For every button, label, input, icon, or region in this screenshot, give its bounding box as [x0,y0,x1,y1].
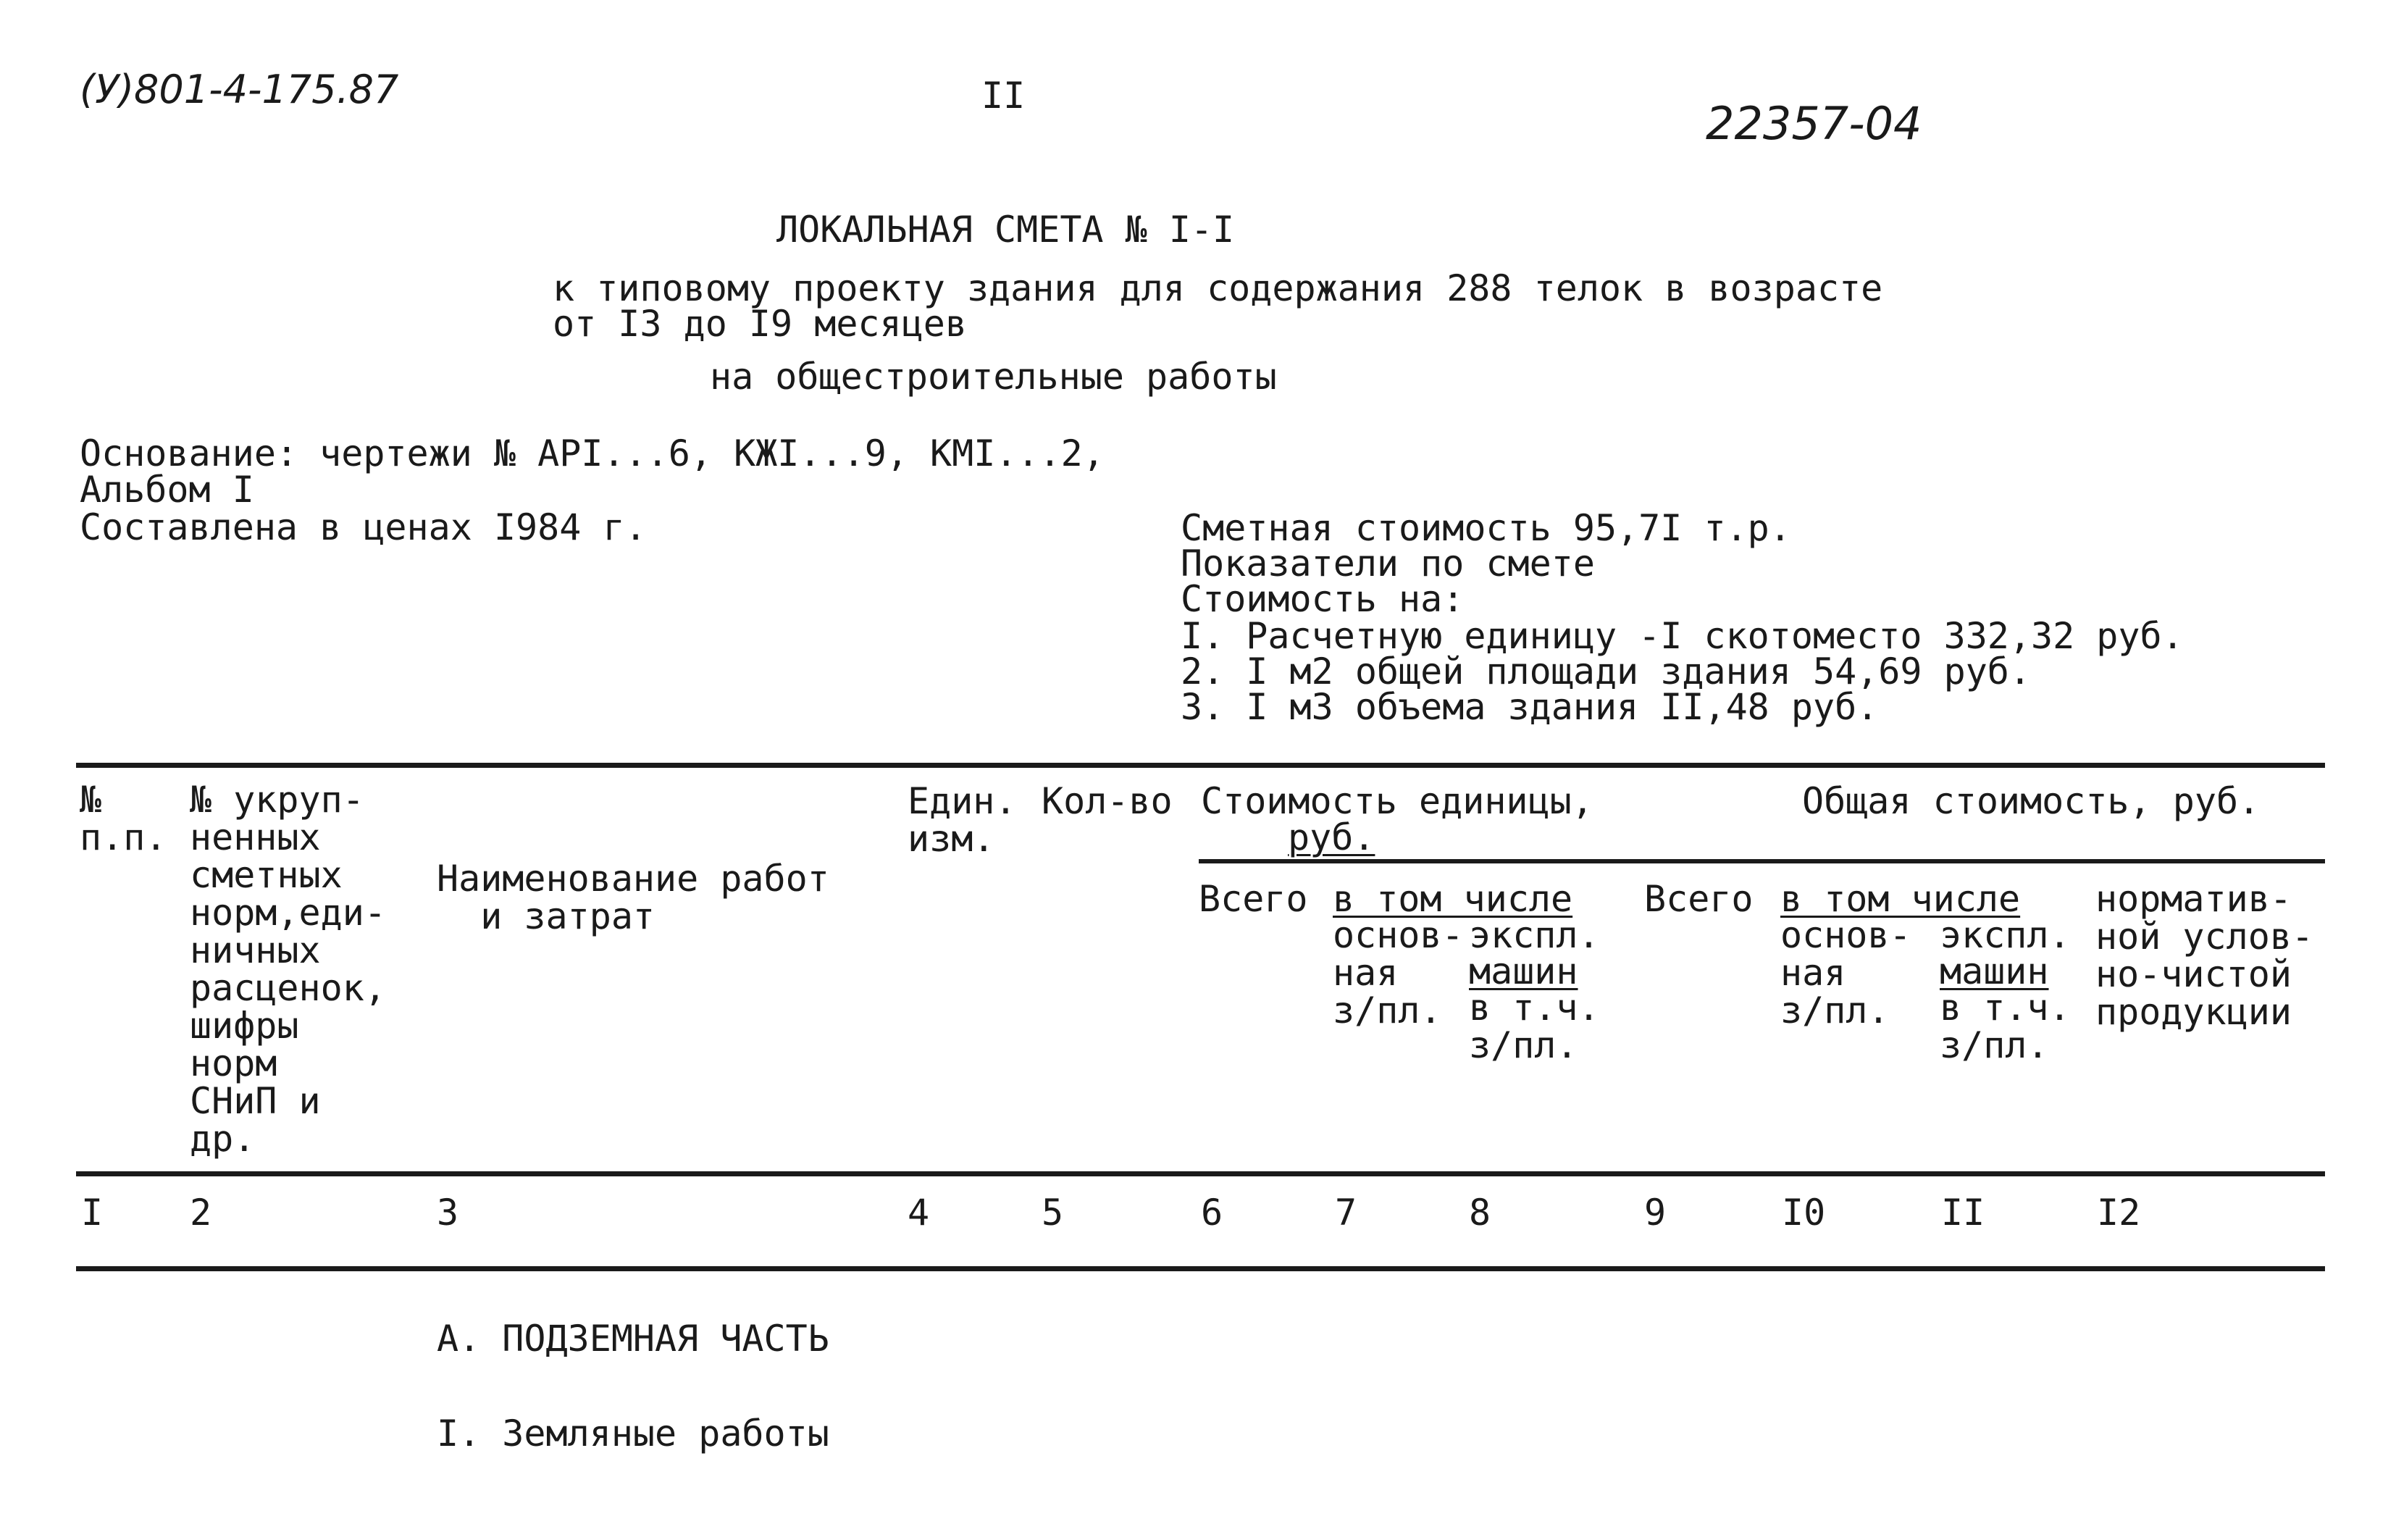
header-col-quantity: Кол-во [1042,780,1173,822]
title-subject-line2: от I3 до I9 месяцев [553,303,967,345]
column-number-2: 2 [190,1192,212,1234]
header-total-including: в том числе [1780,878,2021,920]
header-col-name: Наименование работ и затрат [437,858,829,937]
header-col-unit-basic-wage: основ- ная з/пл. [1333,914,1464,1031]
header-col-unit-machine-wage: в т.ч. з/пл. [1469,987,1600,1066]
indicators-heading: Показатели по смете [1181,543,1595,585]
document-code-right: 22357-04 [1706,97,1922,150]
header-col-total-basic-wage: основ- ная з/пл. [1780,914,1911,1031]
header-col-total-sum: Всего [1644,878,1754,920]
header-bottom-rule [76,1171,2325,1176]
column-number-3: 3 [437,1192,459,1234]
table-top-rule [76,763,2325,768]
cost-per-unit: I. Расчетную единицу -I скотоместо 332,32 руб. [1181,615,2184,657]
header-col-total-machine-op: экспл. [1940,914,2071,956]
basis-prices-year: Составлена в ценах I984 г. [80,506,647,548]
header-col-unit: Един. изм. [908,780,1017,860]
column-number-1: I [81,1192,104,1234]
cost-per-m3: 3. I м3 объема здания II,48 руб. [1181,686,1879,728]
document-code-left: (У)801-4-175.87 [80,67,399,112]
header-col-unit-machine-op: экспл. [1469,914,1600,956]
header-col-norms: № укруп- ненных сметных норм,еди- ничных расценок, шифры норм СНиП и др. [190,779,386,1160]
header-total-cost: Общая стоимость, руб. [1802,780,2261,822]
section-part-heading: А. ПОДЗЕМНАЯ ЧАСТЬ [437,1318,829,1360]
header-unit-cost: Стоимость единицы, [1201,780,1593,822]
header-col-total-machine-wage: в т.ч. з/пл. [1940,987,2071,1066]
column-numbers-bottom-rule [76,1266,2325,1271]
document-title: ЛОКАЛЬНАЯ СМЕТА № I-I [776,209,1235,251]
header-col-normative-product: норматив- ной услов- но-чистой продукции [2095,878,2314,1033]
page-number: II [981,75,1026,117]
header-col-unit-machines: машин [1469,950,1578,992]
basis-album: Альбом I [80,469,254,511]
column-number-12: I2 [2097,1192,2141,1234]
basis-drawings: Основание: чертежи № API...6, КЖI...9, КМI...2, [80,432,1105,474]
cost-per-m2: 2. I м2 общей площади здания 54,69 руб. [1181,650,2031,692]
header-unit-including: в том числе [1333,878,1573,920]
title-subject-line1: к типовому проекту здания для содержания 288 телок в возрасте [553,267,1883,309]
column-number-9: 9 [1644,1192,1667,1234]
cost-per-heading: Стоимость на: [1181,578,1465,620]
column-number-6: 6 [1201,1192,1223,1234]
column-number-7: 7 [1335,1192,1357,1234]
column-number-11: II [1941,1192,1985,1234]
column-number-10: I0 [1782,1192,1826,1234]
header-unit-cost-rub: руб. [1288,816,1375,858]
subsection-heading: I. Земляные работы [437,1413,829,1455]
column-number-5: 5 [1042,1192,1064,1234]
header-col-unit-total: Всего [1199,878,1308,920]
estimated-cost: Сметная стоимость 95,7I т.р. [1181,507,1791,549]
unit-cost-underline [1199,859,2325,863]
title-work-type: на общестроительные работы [710,356,1277,398]
header-col-number: № п.п. [80,779,167,858]
header-col-total-machines: машин [1940,950,2049,992]
column-number-8: 8 [1469,1192,1491,1234]
column-number-4: 4 [908,1192,930,1234]
